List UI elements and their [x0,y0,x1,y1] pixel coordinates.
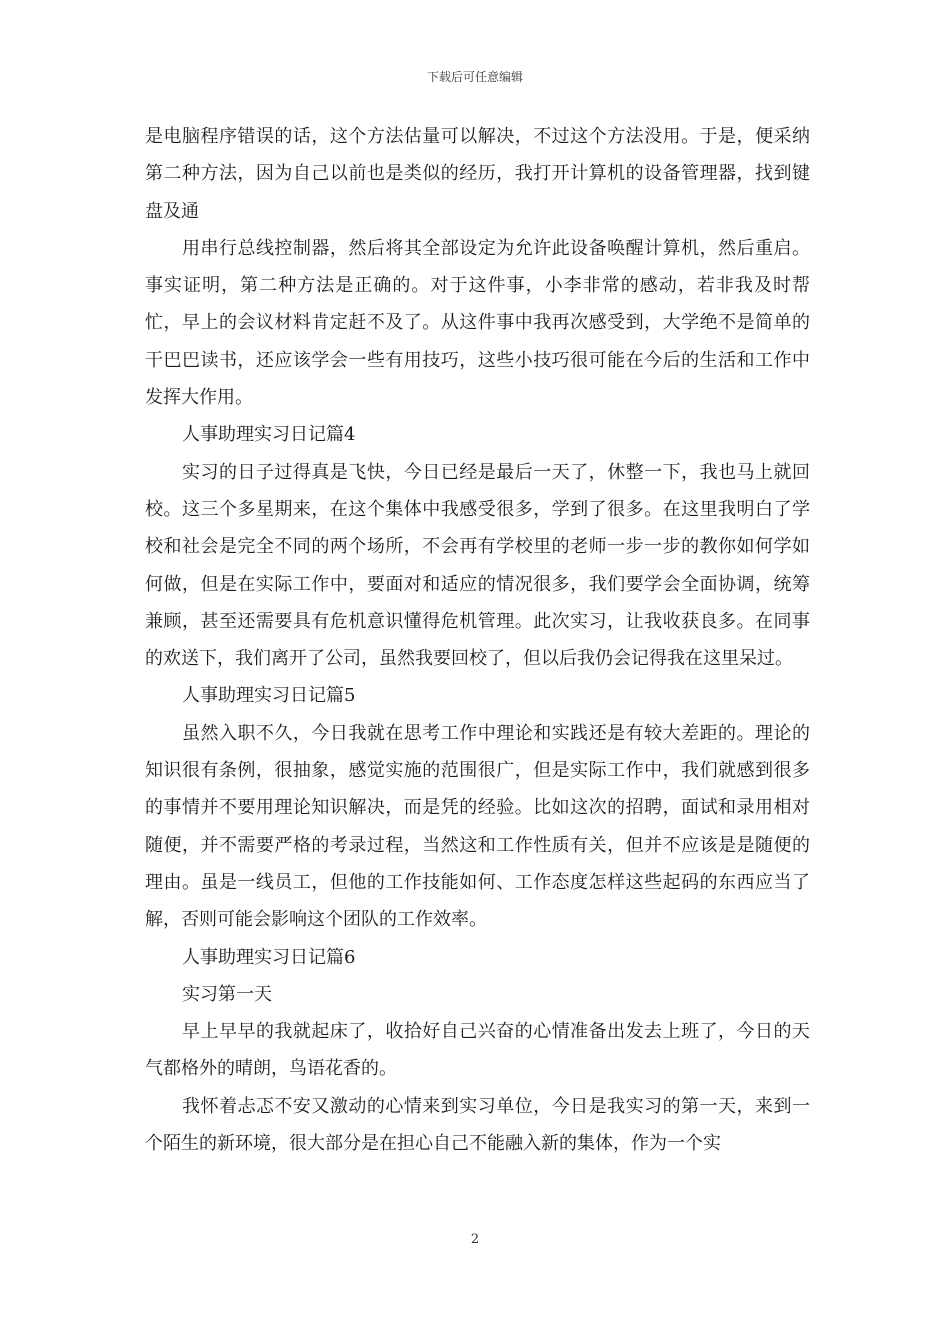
document-body [145,118,810,1162]
paragraph-5: 早上早早的我就起床了，收拾好自己兴奋的心情准备出发去上班了，今日的天气都格外的晴朗，鸟语花香的。 [145,1021,810,1080]
section-heading-6: 人事助理实习日记篇6 [182,946,356,968]
paragraph-1: 是电脑程序错误的话，这个方法估量可以解决，不过这个方法没用。于是，便采纳第二种方法，因为自己以前也是类似的经历，我打开计算机的设备管理器，找到键盘及通 [145,126,810,222]
section-heading-4: 人事助理实习日记篇4 [182,424,356,446]
paragraph-3: 实习的日子过得真是飞快，今日已经是最后一天了，休整一下，我也马上就回校。这三个多星期来，在这个集体中我感受很多，学到了很多。在这里我明白了学校和社会是完全不同的两个场所，不会再有学校里的老师一步一步的教你如何学如何做，但是在实际工作中，要面对和适应的情况很多，我们要学会全面协调，统筹兼顾，甚至还需要具有危机意识懂得危机管理。此次实习，让我收获良多。在同事的欢送下，我们离开了公司，虽然我要回校了，但以后我仍会记得我在这里呆过。 [145,461,810,670]
paragraph-4: 虽然入职不久，今日我就在思考工作中理论和实践还是有较大差距的。理论的知识很有条例，很抽象，感觉实施的范围很广，但是实际工作中，我们就感到很多的事情并不要用理论知识解决，而是凭的经验。比如这次的招聘，面试和录用相对随便，并不需要严格的考录过程，当然这和工作性质有关，但并不应该是是随便的理由。虽是一线员工，但他的工作技能如何、工作态度怎样这些起码的东西应当了解，否则可能会影响这个团队的工作效率。 [145,722,810,931]
paragraph-2: 用串行总线控制器，然后将其全部设定为允许此设备唤醒计算机，然后重启。事实证明，第二种方法是正确的。对于这件事，小李非常的感动，若非我及时帮忙，早上的会议材料肯定赶不及了。从这件事中我再次感受到，大学绝不是简单的干巴巴读书，还应该学会一些有用技巧，这些小技巧很可能在今后的生活和工作中发挥大作用。 [145,237,810,409]
subheading-day-one: 实习第一天 [182,983,272,1005]
page-header: 下载后可任意编辑 [426,70,523,84]
section-heading-5: 人事助理实习日记篇5 [182,685,356,707]
paragraph-6: 我怀着忐忑不安又激动的心情来到实习单位，今日是我实习的第一天，来到一个陌生的新环境，很大部分是在担心自己不能融入新的集体，作为一个实 [145,1095,810,1155]
page-number: 2 [470,1232,480,1247]
